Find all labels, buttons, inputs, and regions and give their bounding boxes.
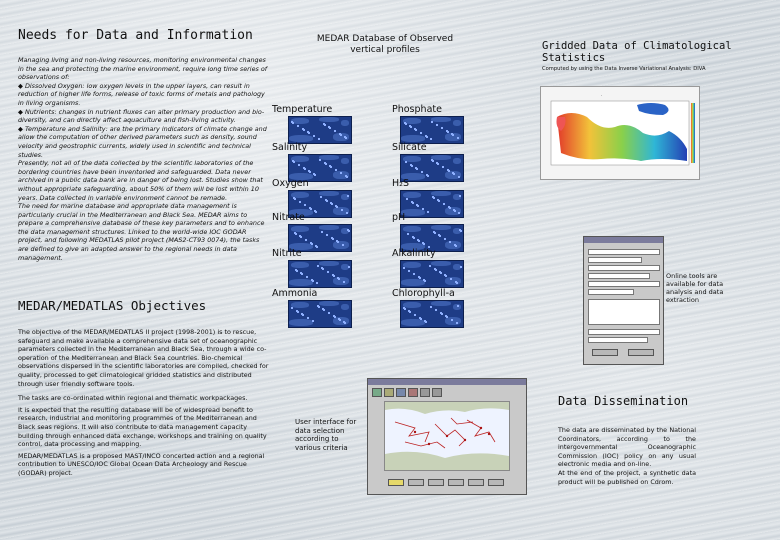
needs-title: Needs for Data and Information	[18, 28, 253, 43]
database-title-line: MEDAR Database of Observed	[316, 34, 454, 44]
needs-paragraph: Managing living and non-living resources, monitoring environmental changes in the sea and protecting the marine environment, require long time series of observations of:	[18, 56, 268, 82]
objectives-text	[18, 328, 270, 478]
parameter-label: Silicate	[392, 142, 427, 153]
tools-caption: Online tools are available for data analysis and data extraction	[666, 272, 724, 304]
parameter-label: Nitrate	[272, 212, 305, 223]
parameter-map-thumbnail	[288, 260, 352, 288]
station-map	[384, 401, 510, 471]
objectives-paragraph: The objective of the MEDAR/MEDATLAS II project (1998-2001) is to rescue, safeguard and make available a comprehensive data set of oceanographic parameters collected in the Mediterranean and Black Sea, through a wide co-operation of the Mediterranean and Black Sea countries. Bio-chemical observations dispersed in the scientific laboratories are compiled, checked for quality, processed to get climatological gridded statistics and distributed through user friendly software tools.	[18, 328, 269, 388]
needs-paragraph: Presently, not all of the data collected by the scientific laboratories of the bordering countries have been inventoried and safeguarded. Data never archived in a public data bank are in danger of being lost. Studies show that without appropriate safeguarding, about 50% of them will be lost within 10 years. Data collected in variable environment cannot be remade.	[18, 159, 263, 202]
selection-ui-window	[367, 378, 527, 495]
parameter-map-thumbnail	[400, 154, 464, 182]
parameter-label: H₂S	[392, 178, 409, 189]
parameter-label: Temperature	[272, 104, 333, 115]
parameter-label: Ammonia	[272, 288, 318, 299]
gridded-caption: Computed by using the Data Inverse Variational Analysis: DIVA	[542, 66, 706, 72]
parameter-map-thumbnail	[400, 260, 464, 288]
parameter-label: Alkalinity	[392, 248, 436, 259]
objectives-paragraph: The tasks are co-ordinated within regional and thematic workpackages.	[18, 394, 248, 403]
needs-paragraph: The need for marine database and appropriate data management is particularly crucial in the Mediterranean and Black Sea. MEDAR aims to prepare a comprehensive database of these key parameters and to enhance the data management structures. Linked to the world-wide IOC GODAR project, and following MEDATLAS pilot project (MAS2-CT93 0074), the tasks are defined to give an adapted answer to the regional needs in data management.	[18, 202, 265, 262]
parameter-label: Oxygen	[272, 178, 309, 189]
objectives-title: MEDAR/MEDATLAS Objectives	[18, 298, 207, 313]
needs-paragraph: ◆ Nutrients: changes in nutrient fluxes can alter primary production and bio-diversity, and can directly affect aquaculture and fish-living activity.	[18, 107, 265, 125]
needs-text	[18, 56, 270, 262]
parameter-label: Chlorophyll-a	[392, 288, 455, 299]
needs-paragraph: ◆ Dissolved Oxygen: low oxygen levels in the upper layers, can result in reduction of higher life forms, release of toxic forms of metals and pathology in living organisms.	[18, 81, 265, 107]
objectives-paragraph: MEDAR/MEDATLAS is a proposed MAST/INCO concerted action and a regional contribution to UNESCO/IOC Global Ocean Data Archeology and Rescue (GODAR) project.	[18, 451, 265, 477]
parameter-map-thumbnail	[400, 116, 464, 144]
needs-paragraph: ◆ Temperature and Salinity: are the primary indicators of climate change and allow the computation of other derived parameters such as density, sound velocity and geostrophic currents, widely used in scientific and technical studies.	[18, 124, 267, 159]
parameter-label: Phosphate	[392, 104, 442, 115]
parameter-label: Salinity	[272, 142, 308, 153]
database-title	[300, 34, 470, 56]
dissemination-paragraph: At the end of the project, a synthetic data product will be published on Cdrom.	[558, 468, 696, 486]
online-tool-window	[583, 236, 664, 365]
dissemination-text	[558, 426, 696, 486]
ui-caption: User interface for data selection according to various criteria	[295, 418, 357, 452]
dissemination-paragraph: The data are disseminated by the National Coordinators, according to the intergovernmental Oceanographic Commission (IOC) policy on any usual electronic media and on-line.	[558, 426, 696, 469]
parameter-label: Nitrite	[272, 248, 302, 259]
dissemination-title: Data Dissemination	[558, 394, 689, 408]
parameter-map-thumbnail	[288, 116, 352, 144]
parameter-map-thumbnail	[288, 300, 352, 328]
gridded-title: Gridded Data of Climatological Statistics	[542, 40, 732, 64]
parameter-map-thumbnail	[400, 300, 464, 328]
parameter-label: pH	[392, 212, 406, 223]
svg-text:·: ·	[601, 93, 603, 98]
climatology-map	[540, 86, 700, 180]
parameter-map-thumbnail	[400, 190, 464, 218]
objectives-paragraph: It is expected that the resulting database will be of widespread benefit to research, industrial and monitoring programmes of the Mediterranean and Black seas regions. It will also contribute to data management capacity building through enhanced data exchange, workshops and training on quality control, data processing and mapping.	[18, 405, 267, 449]
database-title-line: vertical profiles	[350, 45, 420, 55]
